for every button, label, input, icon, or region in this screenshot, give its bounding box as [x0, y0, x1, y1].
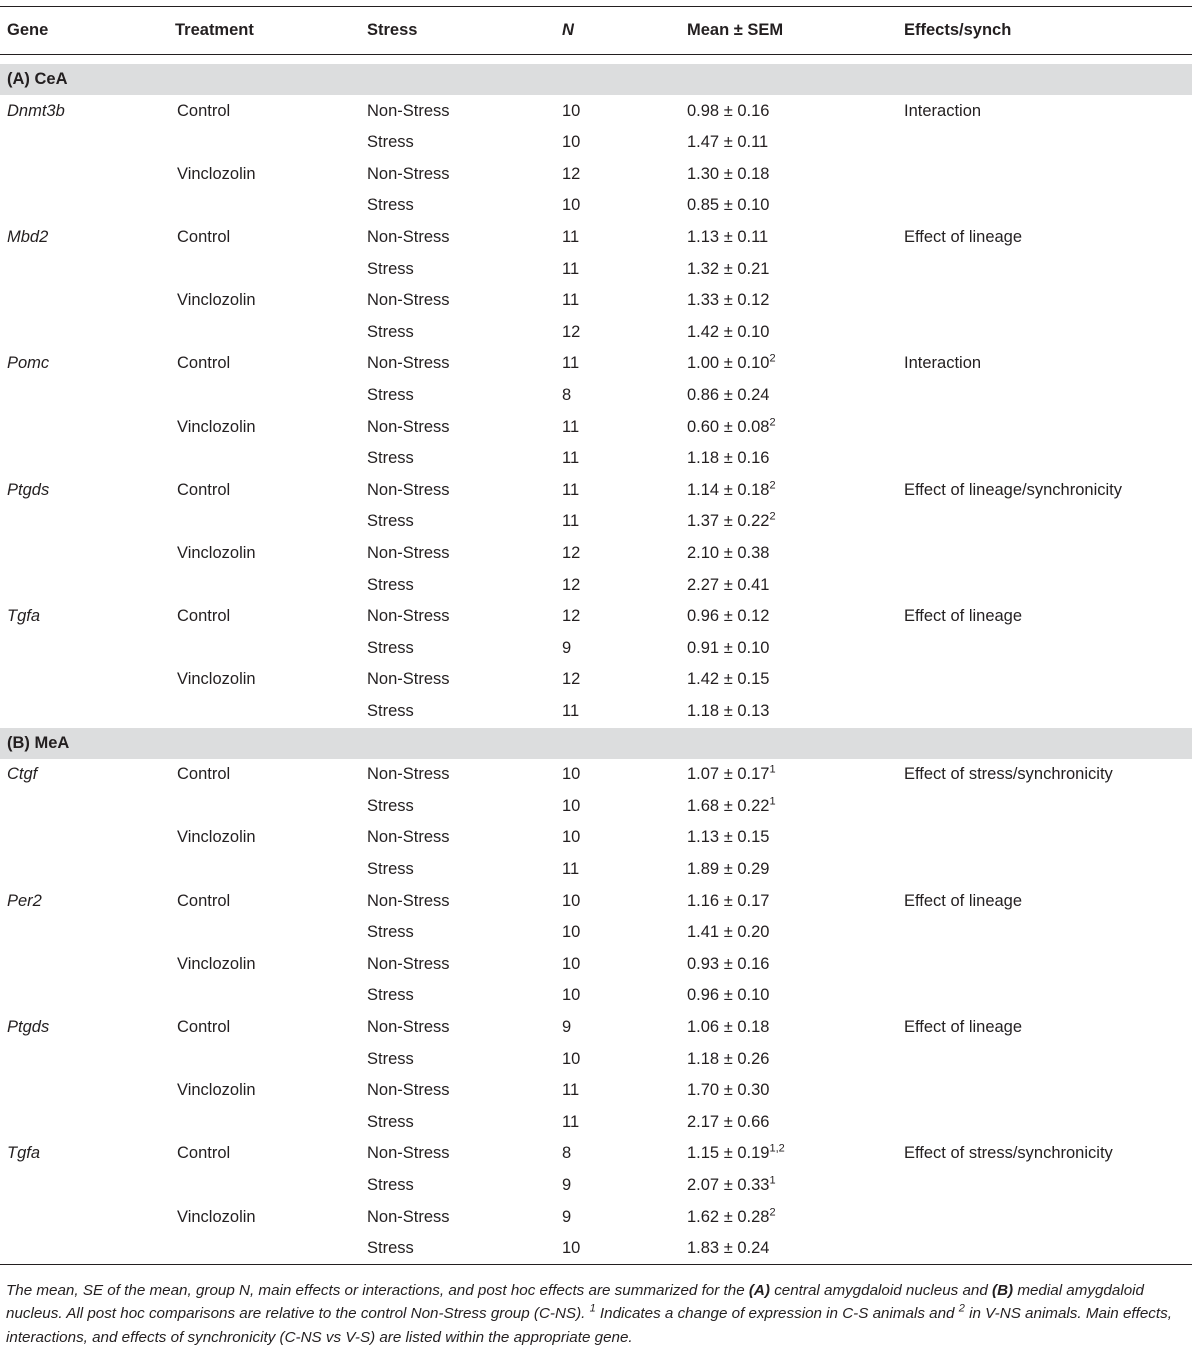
n-cell: 11 [562, 449, 580, 468]
mean-sem-value: 2.17 ± 0.66 [687, 1112, 770, 1131]
mean-sem-value: 1.89 ± 0.29 [687, 860, 770, 878]
effects-cell: Effect of lineage [904, 228, 1023, 246]
n-cell: 11 [562, 259, 580, 278]
table-row [0, 949, 1192, 981]
stress-cell: Non-Stress [367, 1144, 450, 1163]
effects-cell: Interaction [904, 101, 982, 120]
n-cell: 12 [562, 670, 581, 689]
header-effects: Effects/synch [904, 21, 1012, 39]
caption-text: Indicates a change of expression in C-S animals and [595, 1305, 959, 1323]
effects-cell: Effect of lineage [904, 891, 1023, 910]
n-cell: 9 [562, 1207, 572, 1226]
table-row [0, 633, 1192, 665]
mean-sem-value: 2.27 ± 0.41 [687, 575, 770, 594]
stress-cell: Stress [367, 322, 414, 341]
mean-sem-cell [687, 949, 769, 981]
mean-sem-value: 1.18 ± 0.16 [687, 449, 770, 468]
table-row [0, 696, 1192, 728]
mean-sem-cell [687, 633, 769, 665]
n-cell: 10 [562, 196, 581, 215]
mean-sem-value: 1.42 ± 0.10 [687, 322, 770, 341]
mean-sem-cell [687, 538, 769, 570]
mean-sem-value: 1.16 ± 0.17 [687, 891, 770, 910]
mean-sem-cell [687, 759, 776, 791]
gene-name: Ptgds [7, 480, 50, 499]
footnote-mark: 2 [769, 416, 776, 428]
stress-cell: Non-Stress [367, 828, 450, 847]
n-cell: 10 [562, 986, 581, 1005]
treatment-cell: Control [177, 607, 231, 626]
n-cell: 11 [562, 354, 580, 373]
mean-sem-cell [687, 96, 769, 128]
caption-text: in V-NS animals. Main effects, interactions, and effects of synchronicity (C-NS vs V-S) are listed within the appropriate gene. [6, 1305, 1172, 1346]
header-mean: Mean ± SEM [687, 21, 784, 39]
table-row [0, 475, 1192, 507]
table-row [0, 127, 1192, 159]
stress-cell: Stress [367, 638, 414, 657]
mean-sem-cell [687, 285, 769, 317]
gene-name: Tgfa [7, 607, 41, 626]
mean-sem-value: 1.70 ± 0.30 [687, 1081, 770, 1100]
mean-sem-value: 0.86 ± 0.24 [687, 386, 770, 404]
mean-sem-cell [687, 348, 776, 380]
footnote-mark: 1,2 [769, 1142, 785, 1155]
treatment-cell: Control [177, 765, 231, 784]
n-cell: 10 [562, 954, 581, 973]
mean-sem-value: 0.85 ± 0.10 [687, 196, 770, 215]
table-row [0, 822, 1192, 854]
mean-sem-cell [687, 570, 769, 602]
n-cell: 12 [562, 322, 581, 341]
mean-sem-cell [687, 917, 769, 949]
effects-cell: Effect of stress/synchronicity [904, 1144, 1113, 1163]
n-cell: 11 [562, 417, 580, 436]
stress-cell: Stress [367, 512, 414, 531]
mean-sem-value: 0.96 ± 0.10 [687, 986, 770, 1005]
table-caption [6, 1279, 1190, 1349]
mean-sem-value: 1.13 ± 0.11 [687, 228, 769, 246]
mean-sem-value: 1.37 ± 0.22 [687, 512, 770, 531]
treatment-cell: Vinclozolin [177, 1081, 256, 1100]
footnote-mark: 1 [769, 1174, 776, 1187]
caption-text: central amygdaloid nucleus and [769, 1282, 993, 1299]
stress-cell: Non-Stress [367, 354, 450, 373]
section-label: (B) MeA [7, 733, 70, 752]
table-row [0, 791, 1192, 823]
bottom-rule [0, 1264, 1192, 1265]
stress-cell: Stress [367, 196, 414, 215]
treatment-cell: Vinclozolin [177, 417, 256, 436]
mean-sem-value: 1.15 ± 0.19 [687, 1144, 770, 1163]
treatment-cell: Control [177, 101, 231, 120]
mean-sem-cell [687, 380, 769, 412]
table-row [0, 159, 1192, 191]
treatment-cell: Vinclozolin [177, 544, 256, 562]
n-cell: 11 [562, 480, 580, 499]
n-cell: 9 [562, 1018, 572, 1036]
n-cell: 9 [562, 1176, 572, 1194]
caption-footnote-mark-1: 1 [589, 1302, 596, 1315]
stress-cell: Stress [367, 1176, 414, 1194]
mean-sem-value: 1.42 ± 0.15 [687, 670, 770, 689]
caption-text: medial amygdaloid nucleus. All post hoc comparisons are relative to the control Non-Stress group (C-NS). [6, 1282, 1144, 1323]
mean-sem-cell [687, 127, 768, 159]
table-row [0, 412, 1192, 444]
treatment-cell: Vinclozolin [177, 670, 256, 689]
stress-cell: Stress [367, 1112, 414, 1131]
stress-cell: Stress [367, 923, 414, 942]
treatment-cell: Vinclozolin [177, 164, 256, 183]
treatment-cell: Vinclozolin [177, 954, 256, 973]
effects-cell: Effect of lineage [904, 1018, 1023, 1036]
mean-sem-cell [687, 1138, 785, 1170]
n-cell: 11 [562, 1081, 580, 1100]
treatment-cell: Control [177, 480, 231, 499]
gene-name: Dnmt3b [7, 101, 65, 120]
n-cell: 11 [562, 512, 580, 531]
stress-cell: Non-Stress [367, 544, 450, 562]
treatment-cell: Vinclozolin [177, 1207, 256, 1226]
stress-cell: Stress [367, 796, 414, 815]
footnote-mark: 1 [769, 795, 776, 808]
stress-cell: Stress [367, 860, 414, 878]
stress-cell: Non-Stress [367, 228, 450, 246]
mean-sem-value: 1.33 ± 0.12 [687, 291, 770, 310]
mean-sem-cell [687, 475, 776, 507]
table-row [0, 759, 1192, 791]
mean-sem-value: 0.96 ± 0.12 [687, 607, 770, 626]
n-cell: 8 [562, 386, 572, 404]
table-row [0, 190, 1192, 222]
header-treatment: Treatment [175, 21, 254, 39]
table-row [0, 96, 1192, 128]
stress-cell: Non-Stress [367, 480, 450, 499]
table-row [0, 1107, 1192, 1139]
stress-cell: Non-Stress [367, 291, 450, 310]
mean-sem-value: 1.41 ± 0.20 [687, 923, 770, 942]
mean-sem-value: 0.91 ± 0.10 [687, 638, 770, 657]
gene-name: Mbd2 [7, 228, 49, 246]
section-header-row [0, 728, 1192, 759]
mean-sem-cell [687, 1202, 776, 1234]
treatment-cell: Control [177, 354, 231, 373]
mean-sem-cell [687, 159, 769, 191]
gene-name: Per2 [7, 891, 42, 910]
effects-cell: Effect of lineage/synchronicity [904, 480, 1122, 499]
table-row [0, 1170, 1192, 1202]
table-row [0, 917, 1192, 949]
mean-sem-cell [687, 696, 769, 728]
stress-cell: Stress [367, 702, 414, 720]
stress-cell: Stress [367, 259, 414, 278]
table-row [0, 1202, 1192, 1234]
mean-sem-cell [687, 254, 769, 286]
stress-cell: Stress [367, 1239, 414, 1258]
stress-cell: Non-Stress [367, 891, 450, 910]
mean-sem-value: 0.60 ± 0.08 [687, 417, 770, 436]
n-cell: 10 [562, 765, 581, 784]
n-cell: 10 [562, 923, 581, 942]
mean-sem-value: 1.18 ± 0.13 [687, 702, 770, 720]
mean-sem-value: 1.07 ± 0.17 [687, 765, 770, 784]
mean-sem-value: 2.10 ± 0.38 [687, 544, 770, 562]
mean-sem-value: 1.68 ± 0.22 [687, 796, 770, 815]
footnote-mark: 2 [769, 1206, 776, 1218]
stress-cell: Non-Stress [367, 417, 450, 436]
n-cell: 11 [562, 702, 580, 720]
n-cell: 11 [562, 291, 580, 310]
n-cell: 8 [562, 1144, 572, 1163]
mean-sem-cell [687, 791, 776, 823]
mean-sem-value: 1.00 ± 0.10 [687, 354, 770, 373]
n-cell: 10 [562, 133, 581, 152]
table-row [0, 664, 1192, 696]
caption-text: The mean, SE of the mean, group N, main effects or interactions, and post hoc effects are summarized for the [6, 1282, 749, 1299]
mean-sem-value: 2.07 ± 0.33 [687, 1176, 770, 1194]
stress-cell: Non-Stress [367, 954, 450, 973]
stress-cell: Stress [367, 575, 414, 594]
stress-cell: Non-Stress [367, 765, 450, 784]
gene-name: Ptgds [7, 1018, 50, 1036]
table-row [0, 601, 1192, 633]
stress-cell: Stress [367, 386, 414, 404]
table-row [0, 1044, 1192, 1076]
mean-sem-value: 1.83 ± 0.24 [687, 1239, 770, 1258]
table-row [0, 980, 1192, 1012]
stress-cell: Non-Stress [367, 1207, 450, 1226]
table-row [0, 443, 1192, 475]
table-row [0, 506, 1192, 538]
section-header-row [0, 64, 1192, 95]
treatment-cell: Control [177, 891, 231, 910]
n-cell: 10 [562, 101, 581, 120]
n-cell: 11 [562, 228, 580, 246]
mean-sem-cell [687, 1044, 769, 1076]
footnote-mark: 2 [769, 352, 776, 365]
table-row [0, 317, 1192, 349]
table-header-row [0, 6, 1192, 54]
treatment-cell: Vinclozolin [177, 291, 256, 310]
treatment-cell: Control [177, 228, 231, 246]
mean-sem-value: 0.98 ± 0.16 [687, 101, 770, 120]
table-row [0, 538, 1192, 570]
footnote-mark: 2 [769, 479, 776, 492]
table-row [0, 1075, 1192, 1107]
table-row [0, 285, 1192, 317]
treatment-cell: Control [177, 1144, 231, 1163]
header-gene: Gene [7, 21, 49, 39]
treatment-cell: Control [177, 1018, 231, 1036]
mean-sem-value: 1.62 ± 0.28 [687, 1207, 770, 1226]
mean-sem-cell [687, 664, 769, 696]
n-cell: 12 [562, 164, 581, 183]
table-row [0, 1233, 1192, 1265]
treatment-cell: Vinclozolin [177, 828, 256, 847]
mean-sem-cell [687, 1075, 769, 1107]
mean-sem-cell [687, 1107, 769, 1139]
caption-label-a: (A) [748, 1282, 770, 1299]
mean-sem-cell [687, 1012, 769, 1044]
n-cell: 10 [562, 1239, 581, 1258]
mean-sem-cell [687, 443, 769, 475]
stress-cell: Stress [367, 133, 414, 152]
mean-sem-value: 1.47 ± 0.11 [687, 133, 769, 152]
n-cell: 10 [562, 1049, 581, 1068]
effects-cell: Interaction [904, 354, 982, 373]
mean-sem-value: 1.30 ± 0.18 [687, 164, 770, 183]
table-row [0, 254, 1192, 286]
table-row [0, 1138, 1192, 1170]
mean-sem-value: 1.18 ± 0.26 [687, 1049, 770, 1068]
gene-name: Ctgf [7, 765, 38, 784]
footnote-mark: 1 [769, 763, 776, 776]
n-cell: 9 [562, 638, 572, 657]
table-row [0, 222, 1192, 254]
mean-sem-cell [687, 886, 769, 918]
stress-cell: Non-Stress [367, 670, 450, 689]
table-row [0, 886, 1192, 918]
mean-sem-cell [687, 1170, 776, 1202]
n-cell: 11 [562, 860, 580, 878]
effects-cell: Effect of lineage [904, 607, 1023, 626]
n-cell: 12 [562, 575, 581, 594]
table-row [0, 380, 1192, 412]
mean-sem-cell [687, 601, 769, 633]
table-row [0, 1012, 1192, 1044]
table-row [0, 854, 1192, 886]
header-stress: Stress [367, 21, 418, 39]
mean-sem-value: 1.13 ± 0.15 [687, 828, 770, 847]
mean-sem-cell [687, 822, 769, 854]
mean-sem-cell [687, 222, 768, 254]
table-row [0, 348, 1192, 380]
mean-sem-value: 1.14 ± 0.18 [687, 480, 770, 499]
stress-cell: Non-Stress [367, 607, 450, 626]
mean-sem-value: 1.32 ± 0.21 [687, 259, 770, 278]
stress-cell: Stress [367, 1049, 414, 1068]
gene-name: Tgfa [7, 1144, 41, 1163]
section-label: (A) CeA [7, 70, 68, 88]
stress-cell: Non-Stress [367, 164, 450, 183]
n-cell: 10 [562, 891, 581, 910]
stress-cell: Non-Stress [367, 101, 450, 120]
n-cell: 10 [562, 828, 581, 847]
stress-cell: Non-Stress [367, 1081, 450, 1100]
effects-cell: Effect of stress/synchronicity [904, 765, 1113, 784]
n-cell: 12 [562, 544, 581, 562]
mean-sem-cell [687, 980, 769, 1012]
header-rule [0, 54, 1192, 55]
n-cell: 12 [562, 607, 581, 626]
caption-footnote-mark-2: 2 [958, 1302, 965, 1315]
stress-cell: Non-Stress [367, 1018, 450, 1036]
mean-sem-cell [687, 854, 769, 886]
n-cell: 10 [562, 796, 581, 815]
stress-cell: Stress [367, 986, 414, 1005]
footnote-mark: 2 [769, 510, 776, 523]
mean-sem-cell [687, 412, 776, 444]
gene-name: Pomc [7, 354, 50, 373]
table-row [0, 570, 1192, 602]
caption-label-b: (B) [992, 1282, 1014, 1299]
n-cell: 11 [562, 1112, 580, 1131]
mean-sem-cell [687, 506, 776, 538]
stress-cell: Stress [367, 449, 414, 468]
mean-sem-value: 1.06 ± 0.18 [687, 1018, 770, 1036]
header-n: N [562, 21, 574, 39]
mean-sem-cell [687, 317, 769, 349]
mean-sem-cell [687, 190, 769, 222]
mean-sem-cell [687, 1233, 769, 1265]
mean-sem-value: 0.93 ± 0.16 [687, 954, 770, 973]
